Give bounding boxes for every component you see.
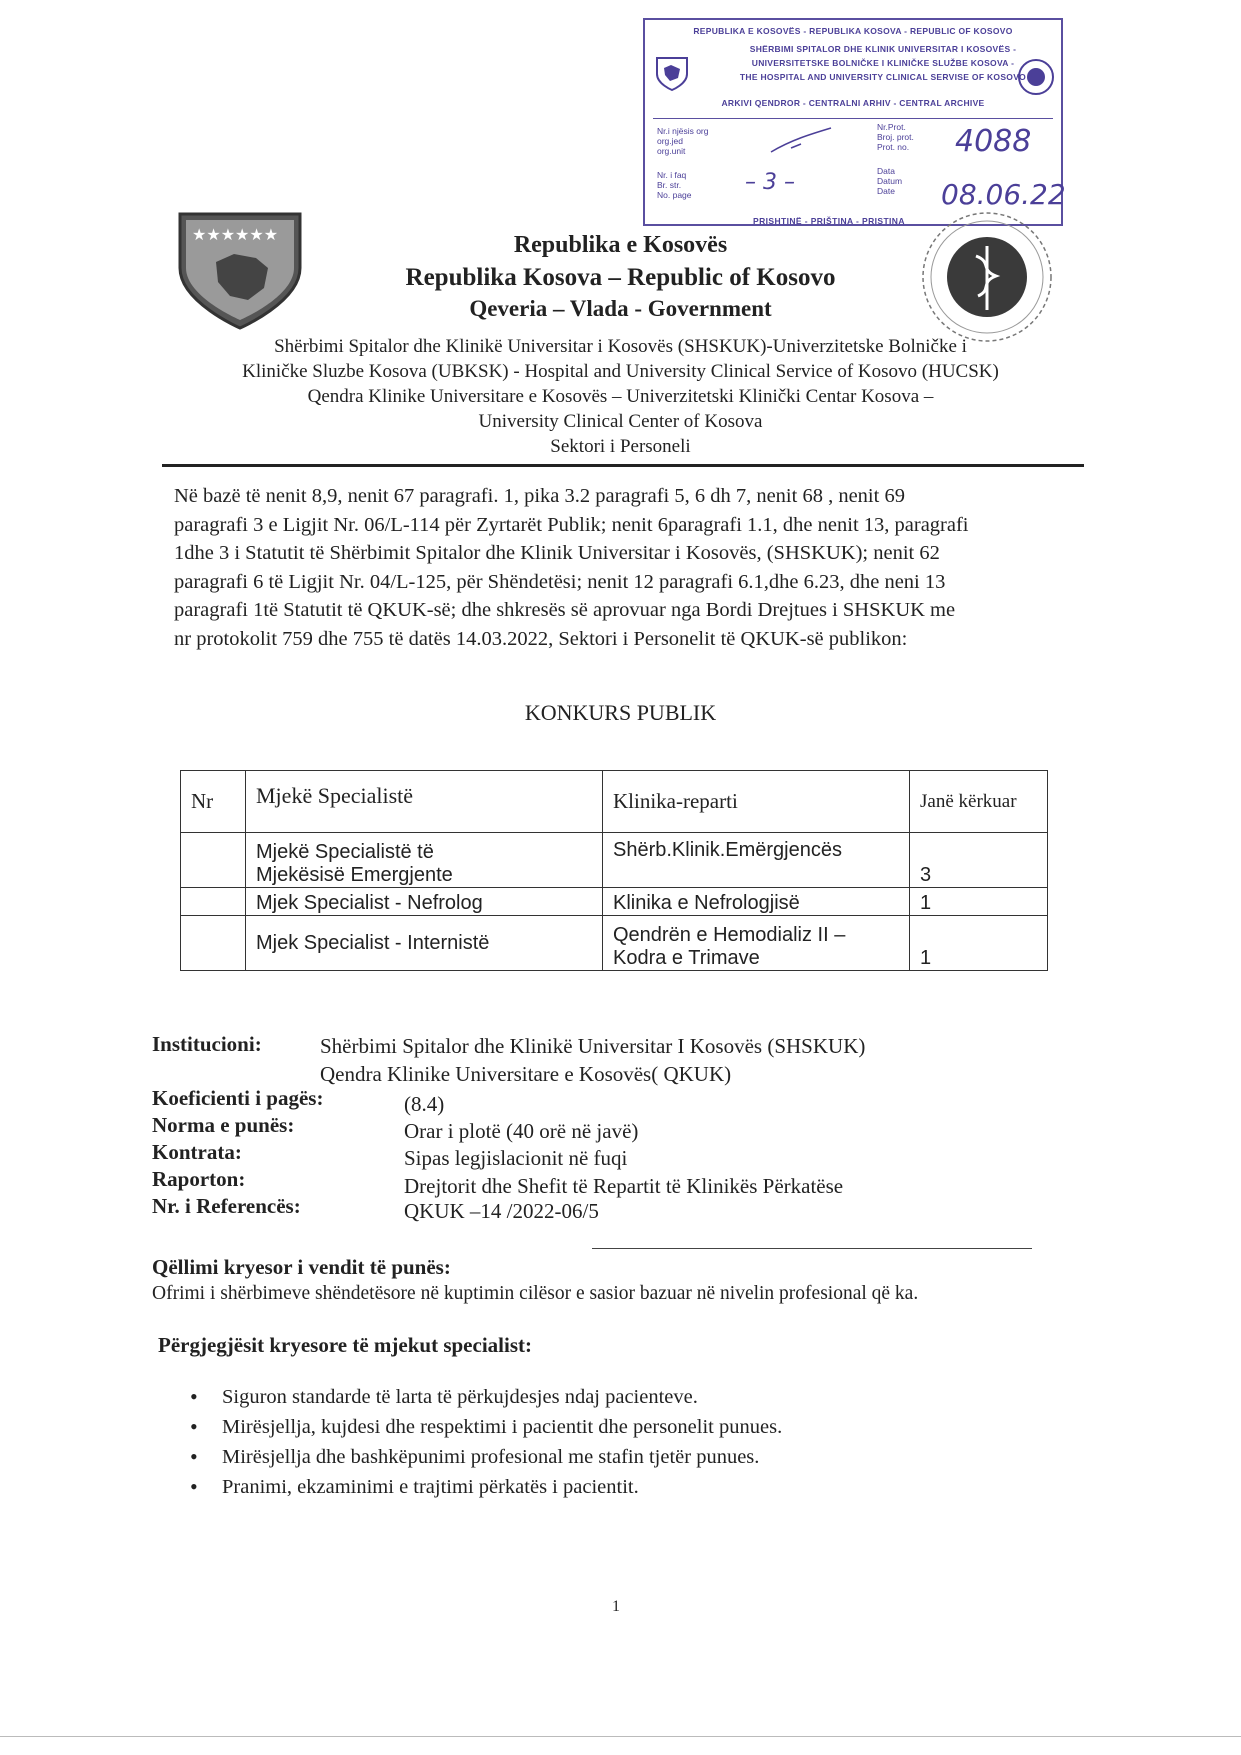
stamp-line-5: ARKIVI QENDROR - CENTRALNI ARHIV - CENTRAL ARCHIVE	[721, 98, 985, 108]
table-row	[181, 916, 1048, 971]
header-nr: Nr	[181, 771, 246, 833]
details-divider	[592, 1248, 1032, 1249]
row-clinic: Klinika e Nefrologjisë	[603, 888, 910, 916]
announcement-title: KONKURS PUBLIK	[524, 700, 717, 725]
page-number: 1	[612, 1598, 620, 1615]
stamp-pages-value: – 3 –	[745, 170, 795, 195]
stamp-line-4: THE HOSPITAL AND UNIVERSITY CLINICAL SERVISE OF KOSOVO	[739, 72, 1027, 82]
row-count: 1	[910, 916, 1048, 971]
row-clinic: Shërb.Klinik.Emërgjencës	[603, 833, 910, 888]
legal-basis-line: paragrafi 1të Statutit të QKUK-së; dhe shkresës së aprovuar nga Bordi Drejtues i SHSKUK me	[174, 599, 956, 621]
list-item: • Siguron standarde të larta të përkujdesjes ndaj pacienteve.	[190, 1382, 782, 1412]
table-header-row	[181, 771, 1048, 833]
page-bottom-edge	[0, 1736, 1241, 1737]
work-norm-value: Orar i plotë (40 orë në javë)	[404, 1119, 639, 1143]
table-row	[181, 833, 1048, 888]
contract-value: Sipas legjislacionit në fuqi	[404, 1146, 628, 1170]
positions-table	[180, 770, 1048, 971]
institution-value-2: Qendra Klinike Universitare e Kosovës( QKUK)	[320, 1062, 732, 1086]
institution-line-3: Qendra Klinike Universitare e Kosovës – Univerzitetski Klinički Centar Kosova –	[307, 386, 934, 407]
table-row	[181, 888, 1048, 916]
stamp-label: Nr.i njësis org	[657, 126, 709, 136]
header-republika-kosoves: Republika e Kosovës	[513, 232, 728, 258]
svg-text:★★★★★★: ★★★★★★	[192, 225, 279, 244]
row-position: Mjekë Specialistë të Mjekësisë Emergjente	[246, 833, 603, 888]
row-nr	[181, 833, 246, 888]
stamp-line-2: SHËRBIMI SPITALOR DHE KLINIK UNIVERSITAR I KOSOVËS -	[749, 44, 1017, 54]
stamp-footer: PRISHTINË - PRIŠTINA - PRISTINA	[753, 216, 905, 226]
responsibilities-list	[190, 1382, 782, 1502]
stamp-label: Br. str.	[657, 180, 682, 190]
stamp-label: Broj. prot.	[877, 132, 914, 142]
institution-line-2: Kliničke Sluzbe Kosova (UBKSK) - Hospital and University Clinical Service of Kosovo (HUCSK)	[242, 361, 999, 382]
legal-basis-line: 1dhe 3 i Statutit të Shërbimit Spitalor dhe Klinik Universitar i Kosovës, (SHSKUK); nenit 62	[174, 542, 940, 564]
stamp-label: No. page	[657, 190, 692, 200]
header-government: Qeveria – Vlada - Government	[469, 296, 772, 321]
stamp-label: org.unit	[657, 146, 686, 156]
header-count: Janë kërkuar	[910, 771, 1048, 833]
stamp-label: Nr. i faq	[657, 170, 687, 180]
coefficient-label: Koeficienti i pagës:	[152, 1086, 324, 1110]
stamp-line-1: REPUBLIKA E KOSOVËS - REPUBLIKA KOSOVA - REPUBLIC OF KOSOVO	[693, 26, 1013, 36]
legal-basis-paragraph	[174, 482, 1104, 653]
legal-basis-line: nr protokolit 759 dhe 755 të datës 14.03.2022, Sektori i Personelit të QKUK-së publikon:	[174, 627, 908, 650]
stamp-label: Nr.Prot.	[877, 122, 906, 132]
coefficient-value: (8.4)	[404, 1092, 445, 1116]
stamp-line-3: UNIVERSITETSKE BOLNIČKE I KLINIČKE SLUŽBE KOSOVA -	[751, 58, 1015, 68]
institution-value: Shërbimi Spitalor dhe Klinikë Universitar I Kosovës (SHSKUK)	[320, 1034, 866, 1058]
reference-label: Nr. i Referencës:	[152, 1194, 301, 1218]
list-item: • Mirësjellja, kujdesi dhe respektimi i pacientit dhe personelit punues.	[190, 1412, 782, 1442]
reports-label: Raporton:	[152, 1167, 246, 1191]
header-clinic: Klinika-reparti	[603, 771, 910, 833]
stamp-label: org.jed	[657, 136, 683, 146]
list-item: • Pranimi, ekzaminimi e trajtimi përkatës i pacientit.	[190, 1472, 782, 1502]
legal-basis-line: Në bazë të nenit 8,9, nenit 67 paragrafi. 1, pika 3.2 paragrafi 5, 6 dh 7, nenit 68 , nenit 69	[174, 485, 905, 507]
header-divider	[162, 464, 1084, 467]
institution-line-4: University Clinical Center of Kosova	[478, 411, 763, 432]
legal-basis-line: paragrafi 3 e Ligjit Nr. 06/L-114 për Zyrtarët Publik; nenit 6paragrafi 1.1, dhe nenit 13, paragrafi	[174, 513, 969, 536]
purpose-text: Ofrimi i shërbimeve shëndetësore në kuptimin cilësor e sasior bazuar në nivelin profesional që ka.	[152, 1283, 919, 1304]
stamp-signature-mark	[741, 122, 841, 162]
stamp-label: Datum	[877, 176, 903, 186]
institution-label: Institucioni:	[152, 1032, 262, 1056]
stamp-label: Date	[877, 186, 895, 196]
row-nr	[181, 916, 246, 971]
institution-line-5: Sektori i Personeli	[550, 436, 691, 457]
purpose-title: Qëllimi kryesor i vendit të punës:	[152, 1255, 451, 1279]
row-position: Mjek Specialist - Internistë	[246, 916, 603, 971]
stamp-protocol-number: 4088	[955, 124, 1032, 159]
institution-line-1: Shërbimi Spitalor dhe Klinikë Universitar i Kosovës (SHSKUK)-Univerzitetske Bolničke i	[274, 336, 967, 357]
stamp-label: Data	[877, 166, 895, 176]
archive-stamp	[643, 18, 1066, 226]
stamp-date: 08.06.22	[941, 178, 1066, 211]
work-norm-label: Norma e punës:	[152, 1113, 295, 1137]
stamp-emblem-icon	[655, 56, 689, 92]
reports-value: Drejtorit dhe Shefit të Repartit të Klinikës Përkatëse	[404, 1174, 844, 1198]
header-republic-of-kosovo: Republika Kosova – Republic of Kosovo	[405, 264, 836, 291]
responsibilities-title: Përgjegjësit kryesore të mjekut specialist:	[158, 1333, 532, 1357]
contract-label: Kontrata:	[152, 1140, 242, 1164]
row-position: Mjek Specialist - Nefrolog	[246, 888, 603, 916]
row-clinic: Qendrën e Hemodializ II – Kodra e Trimave	[603, 916, 910, 971]
stamp-label: Prot. no.	[877, 142, 910, 152]
row-nr	[181, 888, 246, 916]
row-count: 1	[910, 888, 1048, 916]
legal-basis-line: paragrafi 6 të Ligjit Nr. 04/L-125, për Shëndetësi; nenit 12 paragrafi 6.1,dhe 6.23, dhe neni 13	[174, 570, 946, 593]
row-count: 3	[910, 833, 1048, 888]
list-item: • Mirësjellja dhe bashkëpunimi profesional me stafin tjetër punues.	[190, 1442, 782, 1472]
reference-value: QKUK –14 /2022-06/5	[404, 1199, 599, 1223]
stamp-seal-icon	[1017, 58, 1055, 96]
header-position: Mjekë Specialistë	[246, 771, 603, 833]
